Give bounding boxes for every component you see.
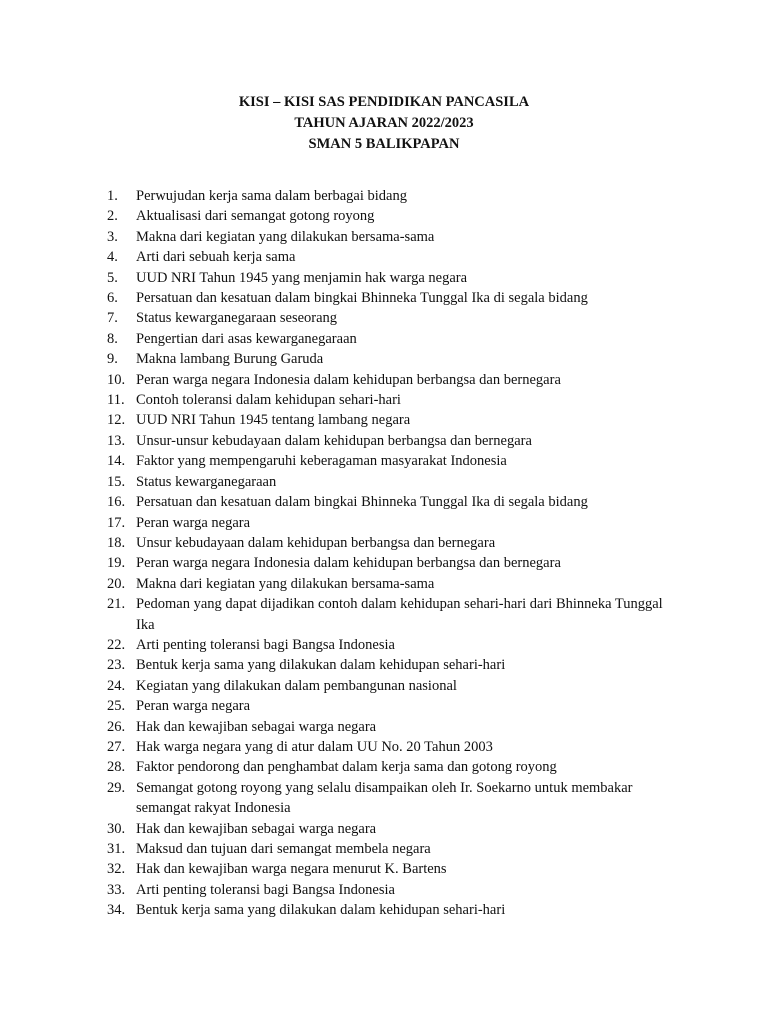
list-item-text: Aktualisasi dari semangat gotong royong (136, 208, 375, 225)
list-item-number: 13. (107, 432, 126, 449)
list-item (107, 757, 667, 777)
kisi-kisi-list (107, 186, 667, 921)
list-item (107, 247, 667, 267)
list-item (107, 451, 667, 471)
list-item-text: Peran warga negara (136, 698, 251, 715)
list-item-number: 5. (107, 269, 118, 286)
list-item-text: Maksud dan tujuan dari semangat membela negara (136, 841, 431, 857)
list-item-number: 22. (107, 636, 126, 653)
list-item (107, 227, 667, 247)
list-item (107, 513, 667, 533)
list-item-text: Kegiatan yang dilakukan dalam pembangunan nasional (136, 677, 457, 694)
header-title: KISI – KISI SAS PENDIDIKAN PANCASILA (238, 94, 530, 110)
list-item (107, 819, 667, 839)
list-item-text: Arti penting toleransi bagi Bangsa Indonesia (136, 881, 395, 898)
list-item-number: 31. (107, 841, 126, 857)
list-item (107, 778, 667, 819)
list-item-text: Pengertian dari asas kewarganegaraan (136, 330, 357, 347)
list-item-number: 29. (107, 779, 126, 796)
list-item-text: Persatuan dan kesatuan dalam bingkai Bhinneka Tunggal Ika di segala bidang (136, 290, 588, 307)
list-item (107, 574, 667, 594)
list-item-text: Arti dari sebuah kerja sama (136, 249, 296, 266)
header-year: TAHUN AJARAN 2022/2023 (294, 115, 474, 131)
list-item-number: 7. (107, 310, 118, 327)
list-item (107, 472, 667, 492)
list-item-text: Faktor yang mempengaruhi keberagaman masyarakat Indonesia (136, 453, 507, 470)
list-item-text: Arti penting toleransi bagi Bangsa Indonesia (136, 636, 395, 653)
list-item-text: Hak dan kewajiban warga negara menurut K. Bartens (136, 861, 447, 878)
list-item (107, 655, 667, 675)
list-item-number: 12. (107, 412, 126, 429)
list-item-number: 15. (107, 473, 126, 490)
list-item-text: Hak dan kewajiban sebagai warga negara (136, 718, 377, 735)
list-item-number: 1. (107, 188, 118, 204)
list-item-text: Hak warga negara yang di atur dalam UU No. 20 Tahun 2003 (136, 738, 493, 755)
list-item-number: 20. (107, 575, 126, 592)
list-item-number: 34. (107, 902, 126, 919)
list-item-number: 27. (107, 738, 126, 755)
list-item-text: Faktor pendorong dan penghambat dalam kerja sama dan gotong royong (136, 759, 557, 776)
list-item-number: 32. (107, 861, 126, 878)
list-item-text: Contoh toleransi dalam kehidupan sehari-hari (136, 392, 401, 409)
list-item (107, 635, 667, 655)
list-item-number: 6. (107, 290, 118, 307)
list-item-text: UUD NRI Tahun 1945 tentang lambang negara (136, 412, 411, 429)
list-item (107, 268, 667, 288)
list-item-text: Makna dari kegiatan yang dilakukan bersama-sama (136, 575, 435, 592)
list-item-text: Perwujudan kerja sama dalam berbagai bidang (136, 188, 407, 204)
list-item-text: Peran warga negara (136, 514, 251, 531)
list-item (107, 410, 667, 430)
list-item (107, 717, 667, 737)
list-item-text: Makna lambang Burung Garuda (136, 351, 324, 368)
list-item-text: Pedoman yang dapat dijadikan contoh dalam kehidupan sehari-hari dari Bhinneka Tunggal Ika (136, 596, 663, 633)
list-item-number: 23. (107, 657, 126, 674)
list-item-number: 21. (107, 596, 126, 613)
list-item (107, 696, 667, 716)
list-item-number: 33. (107, 881, 126, 898)
list-item-text: Semangat gotong royong yang selalu disampaikan oleh Ir. Soekarno untuk membakar semangat rakyat Indonesia (136, 779, 633, 817)
list-item-number: 3. (107, 228, 118, 245)
list-item-number: 17. (107, 514, 126, 531)
list-item-number: 2. (107, 208, 118, 225)
list-item (107, 288, 667, 308)
list-item-text: UUD NRI Tahun 1945 yang menjamin hak warga negara (136, 269, 468, 286)
list-item (107, 900, 667, 920)
list-item-number: 8. (107, 330, 118, 347)
list-item-number: 25. (107, 698, 126, 715)
list-item-text: Makna dari kegiatan yang dilakukan bersama-sama (136, 228, 435, 245)
list-item (107, 329, 667, 349)
list-item-text: Unsur-unsur kebudayaan dalam kehidupan berbangsa dan bernegara (136, 432, 532, 449)
list-item (107, 431, 667, 451)
document-header (0, 92, 768, 155)
list-item-text: Status kewarganegaraan seseorang (136, 310, 338, 327)
list-item-number: 14. (107, 453, 126, 470)
list-item (107, 390, 667, 410)
list-item-number: 26. (107, 718, 126, 735)
list-item-number: 11. (107, 392, 125, 409)
list-item (107, 880, 667, 900)
list-item (107, 859, 667, 879)
list-item (107, 308, 667, 328)
list-item-text: Peran warga negara Indonesia dalam kehidupan berbangsa dan bernegara (136, 371, 561, 388)
list-item-number: 16. (107, 494, 126, 511)
list-item-number: 24. (107, 677, 126, 694)
list-item (107, 839, 667, 859)
list-item-text: Unsur kebudayaan dalam kehidupan berbangsa dan bernegara (136, 534, 496, 551)
list-item-number: 18. (107, 534, 126, 551)
list-item (107, 553, 667, 573)
list-item-text: Bentuk kerja sama yang dilakukan dalam kehidupan sehari-hari (136, 657, 506, 674)
header-school: SMAN 5 BALIKPAPAN (308, 136, 460, 152)
list-item (107, 492, 667, 512)
list-item-text: Persatuan dan kesatuan dalam bingkai Bhinneka Tunggal Ika di segala bidang (136, 494, 588, 511)
list-item (107, 186, 667, 206)
list-item-number: 30. (107, 820, 126, 837)
list-item (107, 349, 667, 369)
list-item-number: 28. (107, 759, 126, 776)
list-item-text: Peran warga negara Indonesia dalam kehidupan berbangsa dan bernegara (136, 555, 561, 572)
list-item (107, 206, 667, 226)
list-item-text: Status kewarganegaraan (136, 473, 277, 490)
list-item-number: 10. (107, 371, 126, 388)
list-item (107, 676, 667, 696)
list-item (107, 533, 667, 553)
list-item (107, 594, 667, 635)
list-item (107, 737, 667, 757)
list-item (107, 370, 667, 390)
list-item-number: 19. (107, 555, 126, 572)
list-item-number: 4. (107, 249, 118, 266)
list-item-text: Hak dan kewajiban sebagai warga negara (136, 820, 377, 837)
list-item-number: 9. (107, 351, 118, 368)
list-item-text: Bentuk kerja sama yang dilakukan dalam kehidupan sehari-hari (136, 902, 506, 919)
